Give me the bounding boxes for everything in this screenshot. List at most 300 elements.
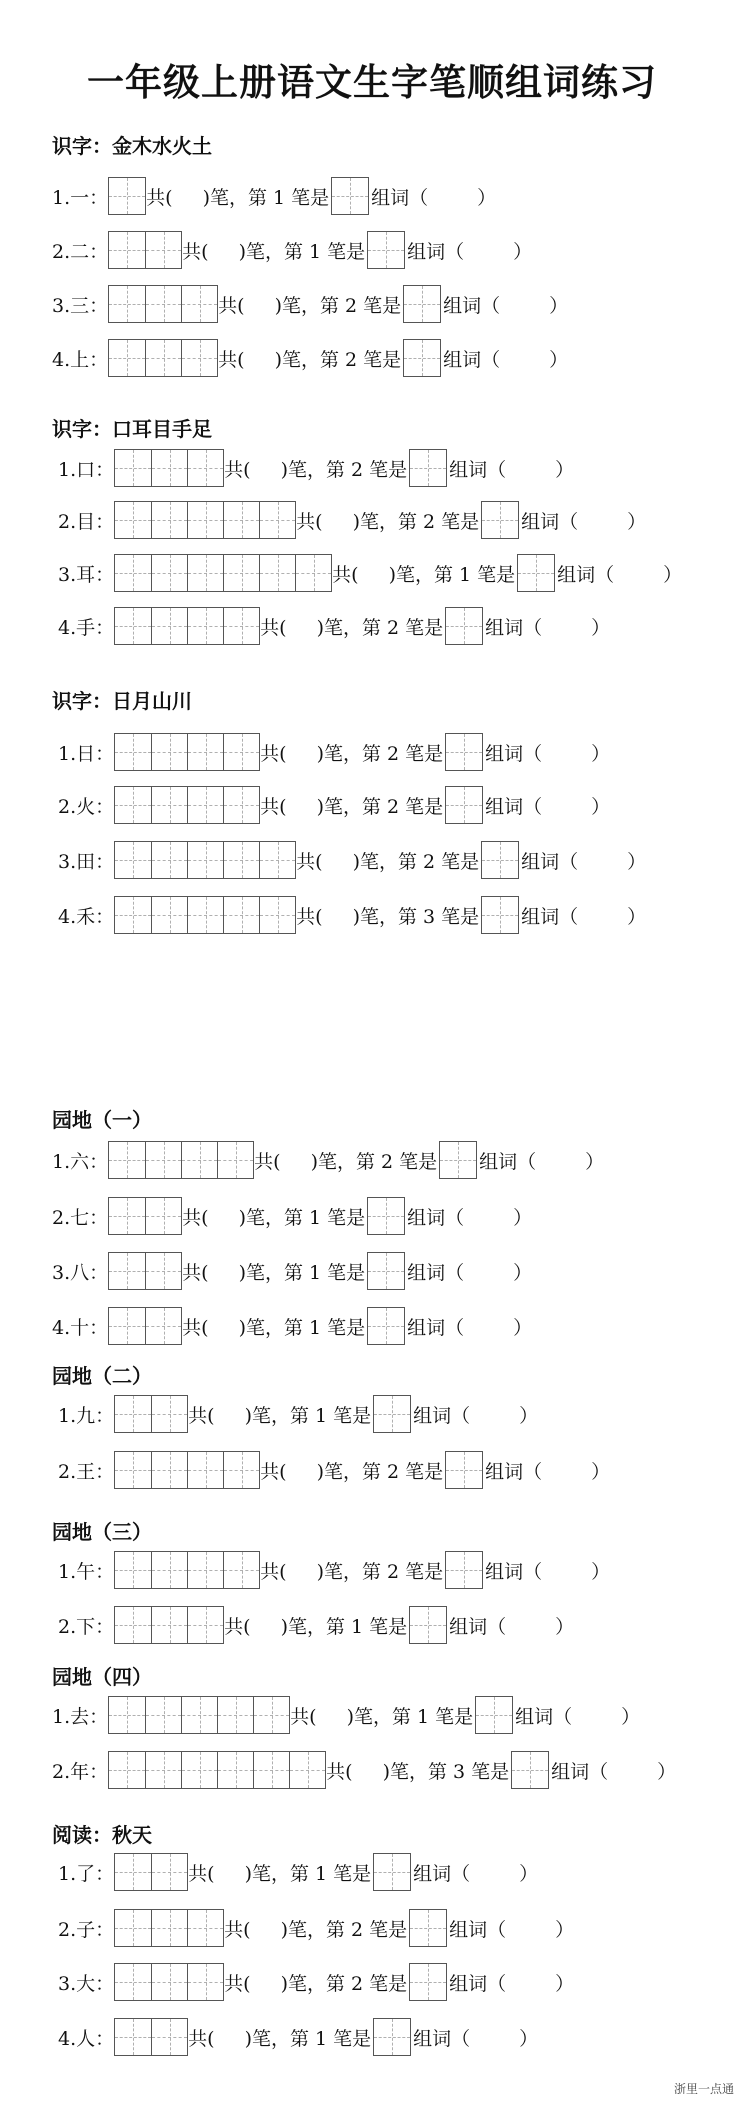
- grid-cell[interactable]: [181, 340, 217, 376]
- grid-cell[interactable]: [109, 1253, 145, 1289]
- grid-cell[interactable]: [223, 787, 259, 823]
- grid-cell[interactable]: [115, 897, 151, 933]
- grid-cell[interactable]: [187, 608, 223, 644]
- stroke-position-text: )笔，第 2 笔是: [274, 348, 402, 371]
- character-label: 4.十：: [52, 1316, 109, 1339]
- character-label: 1.日：: [58, 742, 115, 765]
- word-group-label: 组词（: [485, 616, 543, 639]
- answer-stroke-box[interactable]: [439, 1141, 477, 1179]
- grid-cell[interactable]: [145, 1142, 181, 1178]
- word-group-label: 组词（: [443, 348, 501, 371]
- total-strokes-prefix: 共(: [224, 1972, 251, 1995]
- grid-cell[interactable]: [253, 1752, 289, 1788]
- stroke-position-text: )笔，第 2 笔是: [316, 742, 444, 765]
- answer-stroke-box[interactable]: [373, 2018, 411, 2056]
- answer-stroke-box[interactable]: [445, 733, 483, 771]
- exercise-row: [58, 448, 574, 488]
- grid-cell[interactable]: [223, 555, 259, 591]
- word-group-close: ）: [621, 1705, 641, 1728]
- grid-cell[interactable]: [115, 1452, 151, 1488]
- grid-cell[interactable]: [187, 734, 223, 770]
- word-group-close: ）: [519, 1862, 539, 1885]
- answer-stroke-box[interactable]: [517, 554, 555, 592]
- stroke-order-grid[interactable]: [114, 1606, 224, 1644]
- grid-cell[interactable]: [151, 502, 187, 538]
- grid-cell[interactable]: [259, 555, 295, 591]
- grid-cell[interactable]: [181, 1697, 217, 1733]
- stroke-order-grid[interactable]: [108, 285, 218, 323]
- grid-cell[interactable]: [151, 897, 187, 933]
- exercise-row: [52, 338, 568, 378]
- grid-cell[interactable]: [151, 2019, 187, 2055]
- answer-stroke-box[interactable]: [367, 1197, 405, 1235]
- stroke-order-grid[interactable]: [108, 231, 182, 269]
- answer-stroke-box[interactable]: [403, 339, 441, 377]
- total-strokes-prefix: 共(: [188, 1404, 215, 1427]
- grid-cell[interactable]: [151, 1607, 187, 1643]
- total-strokes-prefix: 共(: [224, 1615, 251, 1638]
- word-group-label: 组词（: [407, 240, 465, 263]
- answer-stroke-box[interactable]: [475, 1696, 513, 1734]
- character-label: 2.火：: [58, 795, 115, 818]
- word-group-label: 组词（: [413, 2027, 471, 2050]
- watermark: 浙里一点通: [673, 2082, 734, 2096]
- grid-cell[interactable]: [181, 286, 217, 322]
- exercise-row: [58, 840, 646, 880]
- exercise-row: [52, 176, 496, 216]
- grid-cell[interactable]: [115, 842, 151, 878]
- character-label: 4.禾：: [58, 905, 115, 928]
- stroke-position-text: )笔，第 1 笔是: [244, 2027, 372, 2050]
- exercise-row: [58, 895, 646, 935]
- stroke-position-text: )笔，第 1 笔是: [238, 1316, 366, 1339]
- exercise-row: [58, 500, 646, 540]
- character-label: 3.田：: [58, 850, 115, 873]
- grid-cell[interactable]: [151, 1396, 187, 1432]
- character-label: 1.六：: [52, 1150, 109, 1173]
- answer-stroke-box[interactable]: [445, 607, 483, 645]
- total-strokes-prefix: 共(: [296, 850, 323, 873]
- character-label: 2.七：: [52, 1206, 109, 1229]
- stroke-order-grid[interactable]: [108, 1307, 182, 1345]
- exercise-row: [58, 1450, 610, 1490]
- total-strokes-prefix: 共(: [260, 1460, 287, 1483]
- stroke-position-text: )笔，第 1 笔是: [244, 1862, 372, 1885]
- answer-stroke-box[interactable]: [373, 1853, 411, 1891]
- stroke-order-grid[interactable]: [114, 1451, 260, 1489]
- word-group-close: ）: [555, 1918, 575, 1941]
- exercise-row: [58, 1605, 574, 1645]
- stroke-position-text: )笔，第 2 笔是: [352, 850, 480, 873]
- section-title: 园地（二）: [52, 1364, 152, 1388]
- stroke-position-text: )笔，第 1 笔是: [388, 563, 516, 586]
- grid-cell[interactable]: [115, 787, 151, 823]
- character-label: 3.耳：: [58, 563, 115, 586]
- grid-cell[interactable]: [151, 1552, 187, 1588]
- grid-cell[interactable]: [223, 1552, 259, 1588]
- section-title: 识字：金木水火土: [52, 134, 212, 158]
- grid-cell[interactable]: [115, 1910, 151, 1946]
- character-label: 1.了：: [58, 1862, 115, 1885]
- section-title: 园地（三）: [52, 1520, 152, 1544]
- stroke-position-text: )笔，第 1 笔是: [346, 1705, 474, 1728]
- grid-cell[interactable]: [223, 897, 259, 933]
- grid-cell[interactable]: [151, 1452, 187, 1488]
- exercise-row: [58, 732, 610, 772]
- stroke-position-text: )笔，第 3 笔是: [382, 1760, 510, 1783]
- word-group-close: ）: [591, 742, 611, 765]
- answer-stroke-box[interactable]: [445, 1551, 483, 1589]
- grid-cell[interactable]: [187, 787, 223, 823]
- stroke-order-grid[interactable]: [114, 501, 296, 539]
- word-group-label: 组词（: [485, 795, 543, 818]
- word-group-label: 组词（: [407, 1261, 465, 1284]
- total-strokes-prefix: 共(: [290, 1705, 317, 1728]
- stroke-order-grid[interactable]: [114, 733, 260, 771]
- answer-stroke-box[interactable]: [403, 285, 441, 323]
- stroke-order-grid[interactable]: [114, 554, 332, 592]
- grid-cell[interactable]: [109, 340, 145, 376]
- grid-cell[interactable]: [115, 1607, 151, 1643]
- word-group-close: ）: [627, 510, 647, 533]
- grid-cell[interactable]: [151, 555, 187, 591]
- stroke-order-grid[interactable]: [108, 339, 218, 377]
- total-strokes-prefix: 共(: [260, 1560, 287, 1583]
- grid-cell[interactable]: [223, 734, 259, 770]
- total-strokes-prefix: 共(: [260, 742, 287, 765]
- stroke-position-text: )笔，第 1 笔是: [244, 1404, 372, 1427]
- total-strokes-prefix: 共(: [182, 1261, 209, 1284]
- stroke-position-text: )笔，第 1 笔是: [238, 240, 366, 263]
- grid-cell[interactable]: [289, 1752, 325, 1788]
- grid-cell[interactable]: [115, 1854, 151, 1890]
- answer-stroke-box[interactable]: [481, 841, 519, 879]
- word-group-label: 组词（: [407, 1316, 465, 1339]
- grid-cell[interactable]: [109, 232, 145, 268]
- grid-cell[interactable]: [109, 1697, 145, 1733]
- word-group-label: 组词（: [557, 563, 615, 586]
- exercise-row: [52, 1196, 532, 1236]
- answer-stroke-box[interactable]: [367, 231, 405, 269]
- word-group-close: ）: [549, 294, 569, 317]
- grid-cell[interactable]: [217, 1752, 253, 1788]
- grid-cell[interactable]: [187, 1964, 223, 2000]
- grid-cell[interactable]: [181, 1142, 217, 1178]
- page-title: 一年级上册语文生字笔顺组词练习: [87, 60, 657, 104]
- total-strokes-prefix: 共(: [260, 795, 287, 818]
- word-group-close: ）: [513, 1261, 533, 1284]
- grid-cell[interactable]: [295, 555, 331, 591]
- word-group-label: 组词（: [407, 1206, 465, 1229]
- stroke-order-grid[interactable]: [114, 1909, 224, 1947]
- grid-cell[interactable]: [145, 1697, 181, 1733]
- word-group-label: 组词（: [485, 1560, 543, 1583]
- grid-cell[interactable]: [109, 1142, 145, 1178]
- grid-cell[interactable]: [187, 1552, 223, 1588]
- word-group-close: ）: [591, 1460, 611, 1483]
- word-group-close: ）: [627, 850, 647, 873]
- grid-cell[interactable]: [115, 1552, 151, 1588]
- word-group-close: ）: [513, 240, 533, 263]
- section-title: 阅读：秋天: [52, 1823, 152, 1847]
- grid-cell[interactable]: [151, 1964, 187, 2000]
- grid-cell[interactable]: [145, 1308, 181, 1344]
- stroke-order-grid[interactable]: [114, 607, 260, 645]
- grid-cell[interactable]: [145, 1253, 181, 1289]
- total-strokes-prefix: 共(: [332, 563, 359, 586]
- exercise-row: [58, 785, 610, 825]
- word-group-label: 组词（: [413, 1404, 471, 1427]
- section-title: 识字：日月山川: [52, 689, 192, 713]
- grid-cell[interactable]: [187, 1910, 223, 1946]
- grid-cell[interactable]: [151, 608, 187, 644]
- grid-cell[interactable]: [259, 842, 295, 878]
- word-group-close: ）: [513, 1316, 533, 1339]
- stroke-position-text: )笔，第 2 笔是: [316, 1460, 444, 1483]
- word-group-label: 组词（: [371, 186, 429, 209]
- stroke-position-text: )笔，第 2 笔是: [316, 1560, 444, 1583]
- stroke-order-grid[interactable]: [108, 177, 146, 215]
- answer-stroke-box[interactable]: [409, 1606, 447, 1644]
- total-strokes-prefix: 共(: [182, 1316, 209, 1339]
- grid-cell[interactable]: [187, 1452, 223, 1488]
- grid-cell[interactable]: [187, 502, 223, 538]
- word-group-close: ）: [513, 1206, 533, 1229]
- stroke-order-grid[interactable]: [114, 1395, 188, 1433]
- grid-cell[interactable]: [115, 608, 151, 644]
- answer-stroke-box[interactable]: [445, 786, 483, 824]
- word-group-close: ）: [477, 186, 497, 209]
- word-group-close: ）: [519, 1404, 539, 1427]
- grid-cell[interactable]: [145, 340, 181, 376]
- word-group-label: 组词（: [449, 1615, 507, 1638]
- grid-cell[interactable]: [223, 1452, 259, 1488]
- answer-stroke-box[interactable]: [481, 896, 519, 934]
- answer-stroke-box[interactable]: [481, 501, 519, 539]
- character-label: 1.口：: [58, 458, 115, 481]
- word-group-label: 组词（: [443, 294, 501, 317]
- stroke-position-text: )笔，第 1 笔是: [202, 186, 330, 209]
- stroke-order-grid[interactable]: [114, 1963, 224, 2001]
- total-strokes-prefix: 共(: [218, 294, 245, 317]
- answer-stroke-box[interactable]: [367, 1307, 405, 1345]
- exercise-row: [58, 553, 682, 593]
- stroke-order-grid[interactable]: [114, 449, 224, 487]
- character-label: 2.年：: [52, 1760, 109, 1783]
- section-title: 识字：口耳目手足: [52, 417, 212, 441]
- character-label: 2.下：: [58, 1615, 115, 1638]
- grid-cell[interactable]: [151, 450, 187, 486]
- grid-cell[interactable]: [151, 842, 187, 878]
- total-strokes-prefix: 共(: [182, 1206, 209, 1229]
- stroke-position-text: )笔，第 3 笔是: [352, 905, 480, 928]
- exercise-row: [58, 1852, 538, 1892]
- stroke-order-grid[interactable]: [114, 786, 260, 824]
- exercise-row: [58, 1550, 610, 1590]
- answer-stroke-box[interactable]: [331, 177, 369, 215]
- grid-cell[interactable]: [187, 450, 223, 486]
- total-strokes-prefix: 共(: [188, 2027, 215, 2050]
- word-group-label: 组词（: [485, 1460, 543, 1483]
- grid-cell[interactable]: [187, 842, 223, 878]
- character-label: 1.一：: [52, 186, 109, 209]
- grid-cell[interactable]: [181, 1752, 217, 1788]
- word-group-close: ）: [663, 563, 683, 586]
- character-label: 3.八：: [52, 1261, 109, 1284]
- stroke-position-text: )笔，第 2 笔是: [280, 1918, 408, 1941]
- character-label: 3.大：: [58, 1972, 115, 1995]
- stroke-position-text: )笔，第 2 笔是: [316, 616, 444, 639]
- total-strokes-prefix: 共(: [260, 616, 287, 639]
- section-title: 园地（四）: [52, 1665, 152, 1689]
- grid-cell[interactable]: [217, 1697, 253, 1733]
- grid-cell[interactable]: [223, 608, 259, 644]
- word-group-label: 组词（: [551, 1760, 609, 1783]
- stroke-order-grid[interactable]: [108, 1696, 290, 1734]
- character-label: 3.三：: [52, 294, 109, 317]
- grid-cell[interactable]: [187, 555, 223, 591]
- total-strokes-prefix: 共(: [218, 348, 245, 371]
- grid-cell[interactable]: [187, 1607, 223, 1643]
- grid-cell[interactable]: [115, 1396, 151, 1432]
- word-group-label: 组词（: [449, 458, 507, 481]
- exercise-row: [52, 1306, 532, 1346]
- grid-cell[interactable]: [253, 1697, 289, 1733]
- stroke-order-grid[interactable]: [114, 896, 296, 934]
- word-group-label: 组词（: [449, 1972, 507, 1995]
- word-group-close: ）: [591, 795, 611, 818]
- stroke-order-grid[interactable]: [114, 841, 296, 879]
- stroke-order-grid[interactable]: [108, 1197, 182, 1235]
- stroke-order-grid[interactable]: [108, 1141, 254, 1179]
- word-group-close: ）: [555, 1972, 575, 1995]
- character-label: 2.二：: [52, 240, 109, 263]
- word-group-close: ）: [585, 1150, 605, 1173]
- grid-cell[interactable]: [223, 502, 259, 538]
- stroke-position-text: )笔，第 2 笔是: [280, 1972, 408, 1995]
- stroke-order-grid[interactable]: [108, 1751, 326, 1789]
- answer-stroke-box[interactable]: [373, 1395, 411, 1433]
- answer-stroke-box[interactable]: [409, 1909, 447, 1947]
- answer-stroke-box[interactable]: [409, 1963, 447, 2001]
- stroke-order-grid[interactable]: [114, 2018, 188, 2056]
- word-group-close: ）: [555, 458, 575, 481]
- exercise-row: [58, 1394, 538, 1434]
- grid-cell[interactable]: [145, 286, 181, 322]
- stroke-position-text: )笔，第 2 笔是: [352, 510, 480, 533]
- exercise-row: [52, 1750, 676, 1790]
- character-label: 4.手：: [58, 616, 115, 639]
- total-strokes-prefix: 共(: [326, 1760, 353, 1783]
- word-group-close: ）: [591, 616, 611, 639]
- character-label: 1.午：: [58, 1560, 115, 1583]
- grid-cell[interactable]: [259, 502, 295, 538]
- total-strokes-prefix: 共(: [254, 1150, 281, 1173]
- grid-cell[interactable]: [109, 1308, 145, 1344]
- stroke-order-grid[interactable]: [114, 1551, 260, 1589]
- total-strokes-prefix: 共(: [182, 240, 209, 263]
- grid-cell[interactable]: [217, 1142, 253, 1178]
- stroke-position-text: )笔，第 2 笔是: [280, 458, 408, 481]
- grid-cell[interactable]: [109, 178, 145, 214]
- exercise-row: [52, 1251, 532, 1291]
- grid-cell[interactable]: [115, 734, 151, 770]
- total-strokes-prefix: 共(: [296, 905, 323, 928]
- exercise-row: [58, 2017, 538, 2057]
- grid-cell[interactable]: [109, 1752, 145, 1788]
- grid-cell[interactable]: [151, 787, 187, 823]
- exercise-row: [52, 230, 532, 270]
- character-label: 4.上：: [52, 348, 109, 371]
- grid-cell[interactable]: [151, 734, 187, 770]
- word-group-close: ）: [555, 1615, 575, 1638]
- total-strokes-prefix: 共(: [188, 1862, 215, 1885]
- stroke-position-text: )笔，第 2 笔是: [310, 1150, 438, 1173]
- grid-cell[interactable]: [223, 842, 259, 878]
- grid-cell[interactable]: [145, 1198, 181, 1234]
- exercise-row: [52, 1140, 604, 1180]
- word-group-label: 组词（: [449, 1918, 507, 1941]
- answer-stroke-box[interactable]: [445, 1451, 483, 1489]
- stroke-order-grid[interactable]: [114, 1853, 188, 1891]
- grid-cell[interactable]: [109, 1198, 145, 1234]
- character-label: 2.王：: [58, 1460, 115, 1483]
- stroke-position-text: )笔，第 1 笔是: [238, 1206, 366, 1229]
- exercise-row: [52, 1695, 640, 1735]
- word-group-close: ）: [549, 348, 569, 371]
- grid-cell[interactable]: [145, 232, 181, 268]
- character-label: 1.去：: [52, 1705, 109, 1728]
- grid-cell[interactable]: [115, 450, 151, 486]
- word-group-label: 组词（: [521, 850, 579, 873]
- answer-stroke-box[interactable]: [409, 449, 447, 487]
- word-group-label: 组词（: [521, 510, 579, 533]
- answer-stroke-box[interactable]: [511, 1751, 549, 1789]
- grid-cell[interactable]: [151, 1854, 187, 1890]
- stroke-order-grid[interactable]: [108, 1252, 182, 1290]
- grid-cell[interactable]: [115, 555, 151, 591]
- stroke-position-text: )笔，第 1 笔是: [280, 1615, 408, 1638]
- total-strokes-prefix: 共(: [224, 458, 251, 481]
- stroke-position-text: )笔，第 1 笔是: [238, 1261, 366, 1284]
- exercise-row: [58, 606, 610, 646]
- grid-cell[interactable]: [259, 897, 295, 933]
- word-group-close: ）: [627, 905, 647, 928]
- word-group-label: 组词（: [515, 1705, 573, 1728]
- character-label: 2.子：: [58, 1918, 115, 1941]
- grid-cell[interactable]: [151, 1910, 187, 1946]
- grid-cell[interactable]: [115, 2019, 151, 2055]
- exercise-row: [58, 1962, 574, 2002]
- section-title: 园地（一）: [52, 1108, 152, 1132]
- grid-cell[interactable]: [145, 1752, 181, 1788]
- grid-cell[interactable]: [187, 897, 223, 933]
- total-strokes-prefix: 共(: [224, 1918, 251, 1941]
- word-group-close: ）: [519, 2027, 539, 2050]
- exercise-row: [58, 1908, 574, 1948]
- word-group-close: ）: [657, 1760, 677, 1783]
- grid-cell[interactable]: [109, 286, 145, 322]
- grid-cell[interactable]: [115, 502, 151, 538]
- total-strokes-prefix: 共(: [296, 510, 323, 533]
- character-label: 2.目：: [58, 510, 115, 533]
- stroke-position-text: )笔，第 2 笔是: [274, 294, 402, 317]
- word-group-close: ）: [591, 1560, 611, 1583]
- character-label: 1.九：: [58, 1404, 115, 1427]
- word-group-label: 组词（: [521, 905, 579, 928]
- grid-cell[interactable]: [115, 1964, 151, 2000]
- answer-stroke-box[interactable]: [367, 1252, 405, 1290]
